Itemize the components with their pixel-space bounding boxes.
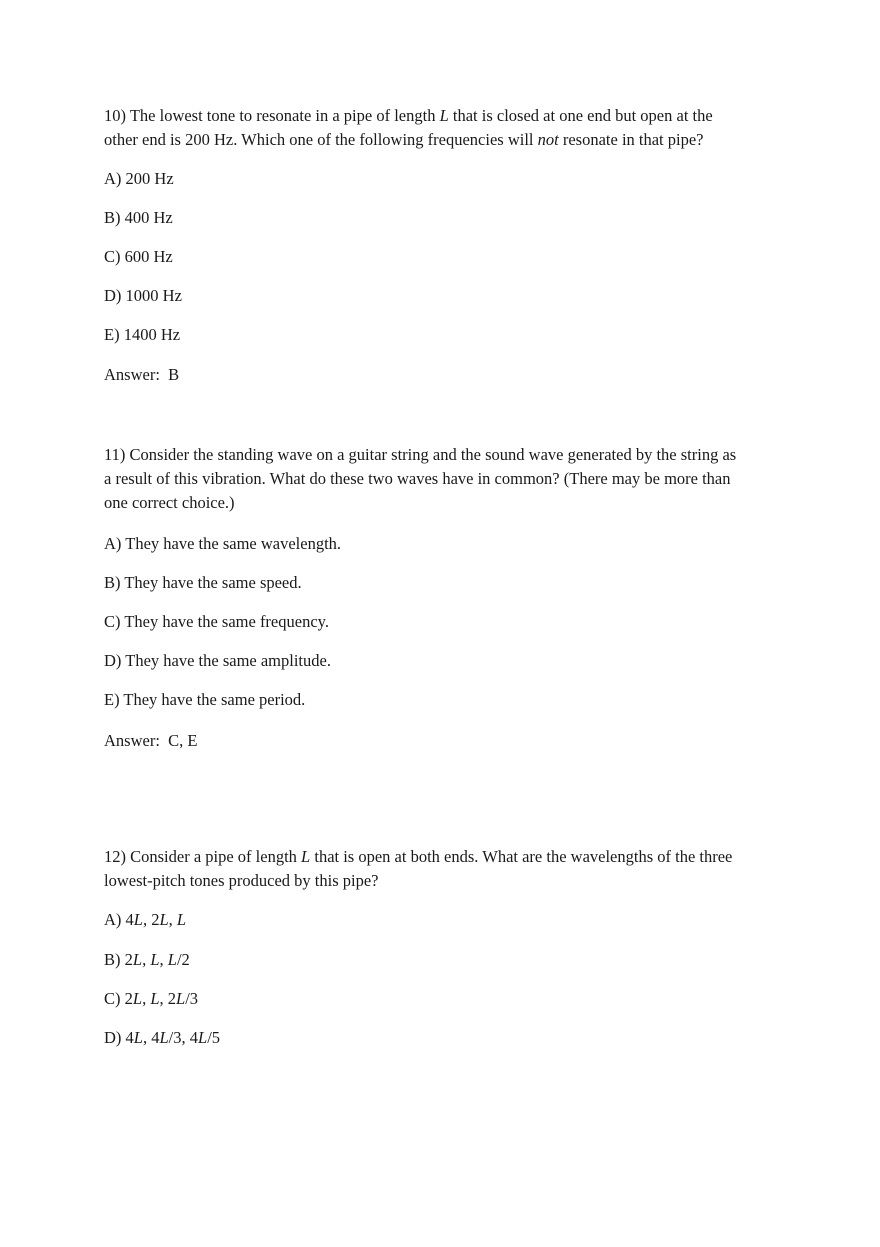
q11-option-a: A) They have the same wavelength.	[104, 534, 342, 553]
question-number: 12)	[104, 847, 126, 866]
q12-option-a: A) 4L, 2L, L	[104, 910, 187, 929]
q10-option-e: E) 1400 Hz	[104, 325, 181, 344]
q10-stem-line-1: 10) The lowest tone to resonate in a pipe of length L that is closed at one end but open at the	[104, 106, 713, 125]
q11-stem-line-2: a result of this vibration. What do these two waves have in common? (There may be more than	[104, 469, 731, 488]
q12-stem-line-2: lowest-pitch tones produced by this pipe?	[104, 871, 379, 890]
q10-option-d: D) 1000 Hz	[104, 286, 182, 305]
q10-option-a: A) 200 Hz	[104, 169, 174, 188]
q12-option-c: C) 2L, L, 2L/3	[104, 989, 199, 1008]
q12-option-b: B) 2L, L, L/2	[104, 950, 190, 969]
q10-stem-line-2: other end is 200 Hz. Which one of the following frequencies will not resonate in that pipe?	[104, 130, 704, 149]
q10-answer: Answer: B	[104, 365, 180, 384]
q12-option-d: D) 4L, 4L/3, 4L/5	[104, 1028, 221, 1047]
question-number: 10)	[104, 106, 126, 125]
q11-stem-line-1: 11) Consider the standing wave on a guitar string and the sound wave generated by the string as	[104, 445, 737, 464]
q10-option-b: B) 400 Hz	[104, 208, 173, 227]
question-number: 11)	[104, 445, 126, 464]
q11-option-c: C) They have the same frequency.	[104, 612, 329, 631]
q11-option-e: E) They have the same period.	[104, 690, 306, 709]
q11-stem-line-3: one correct choice.)	[104, 493, 235, 512]
q11-answer: Answer: C, E	[104, 731, 198, 750]
q10-option-c: C) 600 Hz	[104, 247, 173, 266]
q11-option-b: B) They have the same speed.	[104, 573, 302, 592]
q12-stem-line-1: 12) Consider a pipe of length L that is open at both ends. What are the wavelengths of the three	[104, 847, 733, 866]
q11-option-d: D) They have the same amplitude.	[104, 651, 331, 670]
